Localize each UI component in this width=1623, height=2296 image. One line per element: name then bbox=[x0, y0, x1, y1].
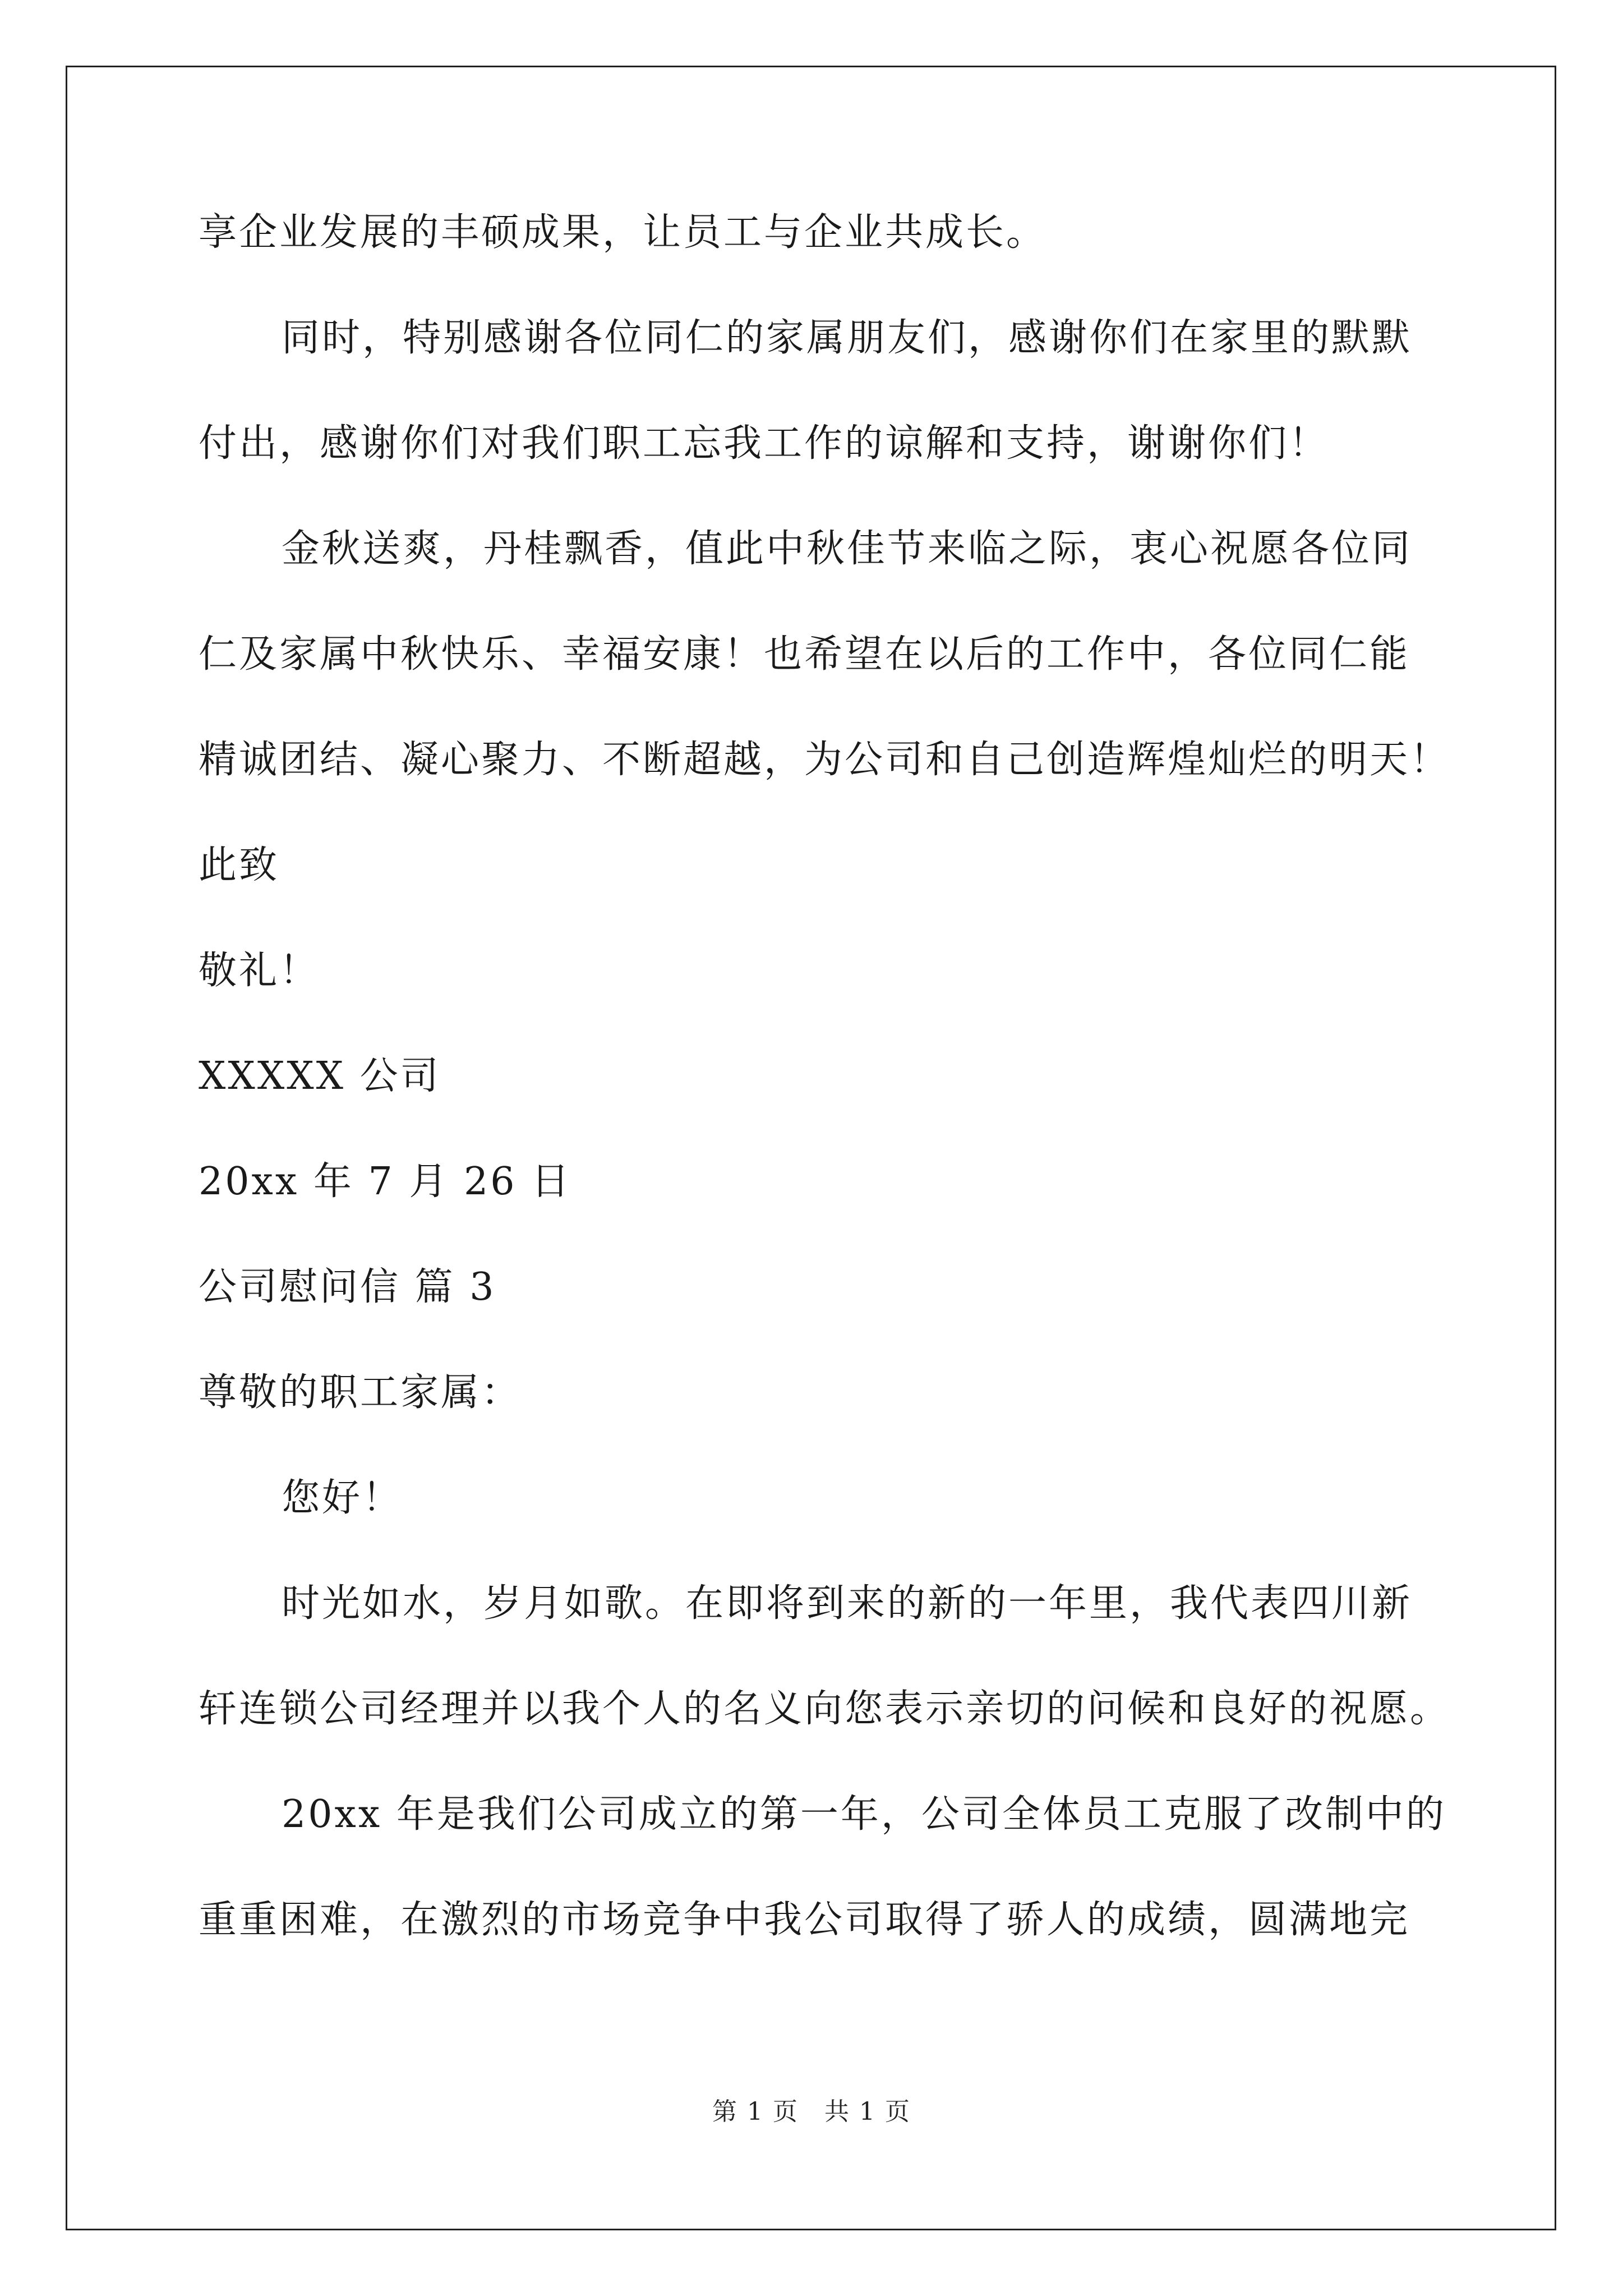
page-footer: 第 1 页 共 1 页 bbox=[712, 2097, 911, 2126]
paragraph-line: 享企业发展的丰硕成果，让员工与企业共成长。 bbox=[199, 210, 1047, 255]
paragraph-line: 时光如水，岁月如歌。在即将到来的新的一年里，我代表四川新 bbox=[282, 1581, 1413, 1626]
closing-salutation: 此致 bbox=[199, 843, 280, 887]
closing-salutation: 敬礼！ bbox=[199, 949, 320, 993]
section-title: 公司慰问信 篇 3 bbox=[199, 1265, 496, 1309]
paragraph-line: 同时，特别感谢各位同仁的家属朋友们，感谢你们在家里的默默 bbox=[282, 316, 1413, 360]
paragraph-line: 重重困难，在激烈的市场竞争中我公司取得了骄人的成绩，圆满地完 bbox=[199, 1898, 1410, 1942]
signature-company: XXXXX 公司 bbox=[199, 1054, 441, 1098]
letter-greeting: 您好！ bbox=[282, 1476, 403, 1520]
paragraph-line: 仁及家属中秋快乐、幸福安康！也希望在以后的工作中，各位同仁能 bbox=[199, 632, 1410, 677]
signature-date: 20xx 年 7 月 26 日 bbox=[199, 1159, 572, 1204]
paragraph-line: 轩连锁公司经理并以我个人的名义向您表示亲切的问候和良好的祝愿。 bbox=[199, 1687, 1451, 1731]
paragraph-line: 20xx 年是我们公司成立的第一年，公司全体员工克服了改制中的 bbox=[282, 1792, 1446, 1837]
paragraph-line: 精诚团结、凝心聚力、不断超越，为公司和自己创造辉煌灿烂的明天！ bbox=[199, 738, 1451, 782]
paragraph-line: 付出，感谢你们对我们职工忘我工作的谅解和支持，谢谢你们！ bbox=[199, 421, 1330, 466]
paragraph-line: 金秋送爽，丹桂飘香，值此中秋佳节来临之际，衷心祝愿各位同 bbox=[282, 527, 1413, 571]
letter-greeting: 尊敬的职工家属： bbox=[199, 1370, 522, 1415]
